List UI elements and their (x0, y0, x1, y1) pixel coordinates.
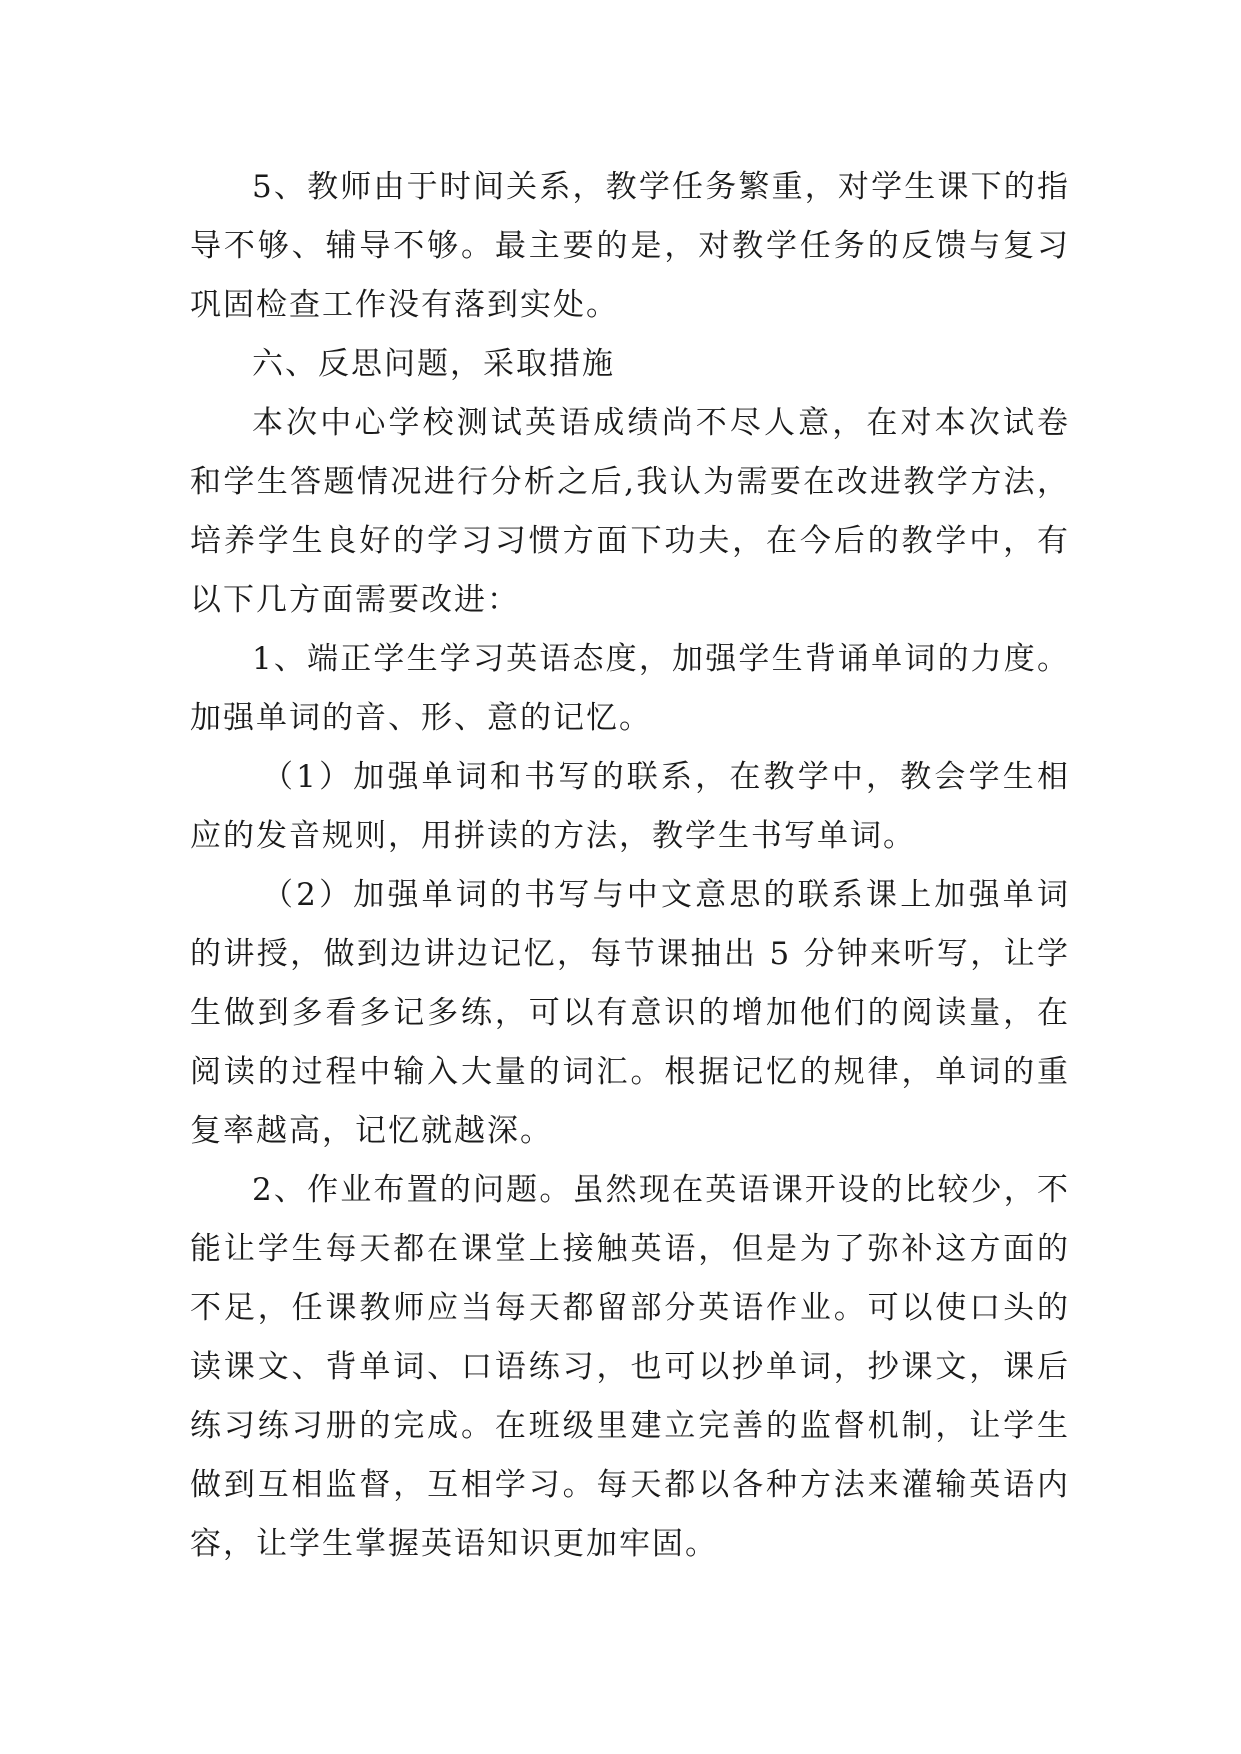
paragraph-attitude-vocabulary: 1、端正学生学习英语态度，加强学生背诵单词的力度。加强单词的音、形、意的记忆。 (190, 641, 1070, 736)
paragraph-subitem-1: （1）加强单词和书写的联系，在教学中，教会学生相应的发音规则，用拼读的方法，教学生书写单词。 (190, 759, 1070, 854)
document-body (190, 158, 1070, 1574)
section-heading-reflection: 六、反思问题，采取措施 (252, 346, 615, 382)
paragraph-teacher-guidance: 5、教师由于时间关系，教学任务繁重，对学生课下的指导不够、辅导不够。最主要的是，对教学任务的反馈与复习巩固检查工作没有落到实处。 (190, 169, 1070, 323)
paragraph-homework: 2、作业布置的问题。虽然现在英语课开设的比较少，不能让学生每天都在课堂上接触英语，但是为了弥补这方面的不足，任课教师应当每天都留部分英语作业。可以使口头的读课文、背单词、口语练习，也可以抄单词，抄课文，课后练习练习册的完成。在班级里建立完善的监督机制，让学生做到互相监督，互相学习。每天都以各种方法来灌输英语内容，让学生掌握英语知识更加牢固。 (190, 1172, 1070, 1562)
paragraph-subitem-2: （2）加强单词的书写与中文意思的联系课上加强单词的讲授，做到边讲边记忆，每节课抽出 5 分钟来听写，让学生做到多看多记多练，可以有意识的增加他们的阅读量，在阅读的过程中输入大量的词汇。根据记忆的规律，单词的重复率越高，记忆就越深。 (190, 877, 1070, 1149)
paragraph-test-analysis: 本次中心学校测试英语成绩尚不尽人意，在对本次试卷和学生答题情况进行分析之后,我认为需要在改进教学方法，培养学生良好的学习习惯方面下功夫，在今后的教学中，有以下几方面需要改进： (190, 405, 1070, 618)
